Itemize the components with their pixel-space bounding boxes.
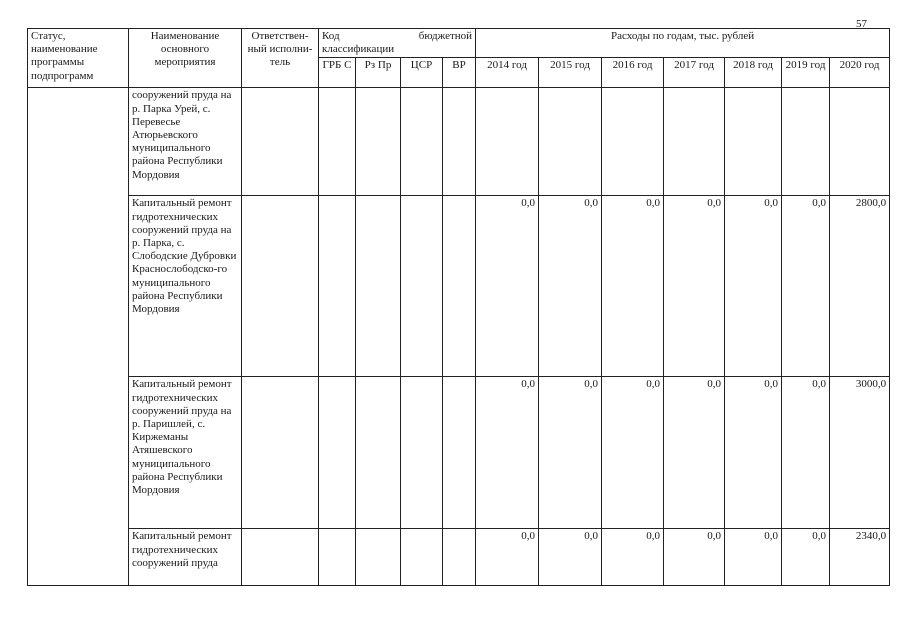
value-2017: 0,0 (664, 529, 725, 586)
value-2019 (782, 88, 830, 196)
header-name: Наименование основного мероприятия (129, 29, 242, 88)
header-status: Статус, наименование программы подпрограмм (28, 29, 129, 88)
page-number: 57 (856, 18, 867, 30)
code-cell (319, 529, 356, 586)
value-2015: 0,0 (539, 529, 602, 586)
value-2014: 0,0 (476, 196, 539, 377)
header-budget-classification (319, 29, 476, 58)
value-2019: 0,0 (782, 196, 830, 377)
value-2014: 0,0 (476, 377, 539, 529)
code-cell (443, 529, 476, 586)
header-code-grbs: ГРБ С (319, 58, 356, 88)
code-cell (401, 529, 443, 586)
header-year-2020: 2020 год (830, 58, 890, 88)
table-row (28, 377, 890, 529)
row-name: сооружений пруда на р. Парка Урей, с. Перевесье Атюрьевского муниципального района Республики Мордовия (129, 88, 242, 196)
status-cell (28, 88, 129, 586)
value-2020: 3000,0 (830, 377, 890, 529)
code-cell (443, 88, 476, 196)
value-2019: 0,0 (782, 529, 830, 586)
value-2018: 0,0 (725, 529, 782, 586)
header-kbk-left: Код (322, 30, 340, 42)
value-2017: 0,0 (664, 377, 725, 529)
responsible-cell (242, 529, 319, 586)
code-cell (401, 196, 443, 377)
value-2020: 2340,0 (830, 529, 890, 586)
value-2018: 0,0 (725, 377, 782, 529)
responsible-cell (242, 88, 319, 196)
header-code-vr: ВР (443, 58, 476, 88)
code-cell (401, 377, 443, 529)
code-cell (319, 196, 356, 377)
header-year-2017: 2017 год (664, 58, 725, 88)
code-cell (401, 88, 443, 196)
header-code-csr: ЦСР (401, 58, 443, 88)
value-2016: 0,0 (602, 377, 664, 529)
code-cell (319, 377, 356, 529)
value-2020: 2800,0 (830, 196, 890, 377)
code-cell (319, 88, 356, 196)
value-2014 (476, 88, 539, 196)
table-row (28, 196, 890, 377)
value-2016 (602, 88, 664, 196)
value-2015: 0,0 (539, 377, 602, 529)
row-name: Капитальный ремонт гидротехнических сооружений пруда (129, 529, 242, 586)
code-cell (356, 88, 401, 196)
code-cell (356, 196, 401, 377)
code-cell (443, 196, 476, 377)
header-responsible: Ответствен-ный исполни-тель (242, 29, 319, 88)
row-name: Капитальный ремонт гидротехнических сооружений пруда на р. Парка, с. Слободские Дубровки Краснослободско-го муниципального района Республики Мордовия (129, 196, 242, 377)
value-2018 (725, 88, 782, 196)
budget-table (27, 28, 890, 586)
header-kbk-right: бюджетной (418, 30, 473, 42)
responsible-cell (242, 377, 319, 529)
header-expenses: Расходы по годам, тыс. рублей (476, 29, 890, 58)
value-2016: 0,0 (602, 529, 664, 586)
value-2018: 0,0 (725, 196, 782, 377)
value-2014: 0,0 (476, 529, 539, 586)
table-row (28, 529, 890, 586)
header-year-2014: 2014 год (476, 58, 539, 88)
header-year-2019: 2019 год (782, 58, 830, 88)
value-2020 (830, 88, 890, 196)
header-code-rzpr: Рз Пр (356, 58, 401, 88)
value-2015: 0,0 (539, 196, 602, 377)
responsible-cell (242, 196, 319, 377)
header-kbk-bottom: классификации (322, 43, 395, 56)
code-cell (443, 377, 476, 529)
row-name: Капитальный ремонт гидротехнических сооружений пруда на р. Паришлей, с. Киржеманы Атяшевского муниципального района Республики Мордовия (129, 377, 242, 529)
value-2015 (539, 88, 602, 196)
value-2016: 0,0 (602, 196, 664, 377)
value-2017 (664, 88, 725, 196)
header-year-2015: 2015 год (539, 58, 602, 88)
value-2019: 0,0 (782, 377, 830, 529)
code-cell (356, 529, 401, 586)
code-cell (356, 377, 401, 529)
value-2017: 0,0 (664, 196, 725, 377)
table-row (28, 88, 890, 196)
header-year-2016: 2016 год (602, 58, 664, 88)
header-year-2018: 2018 год (725, 58, 782, 88)
